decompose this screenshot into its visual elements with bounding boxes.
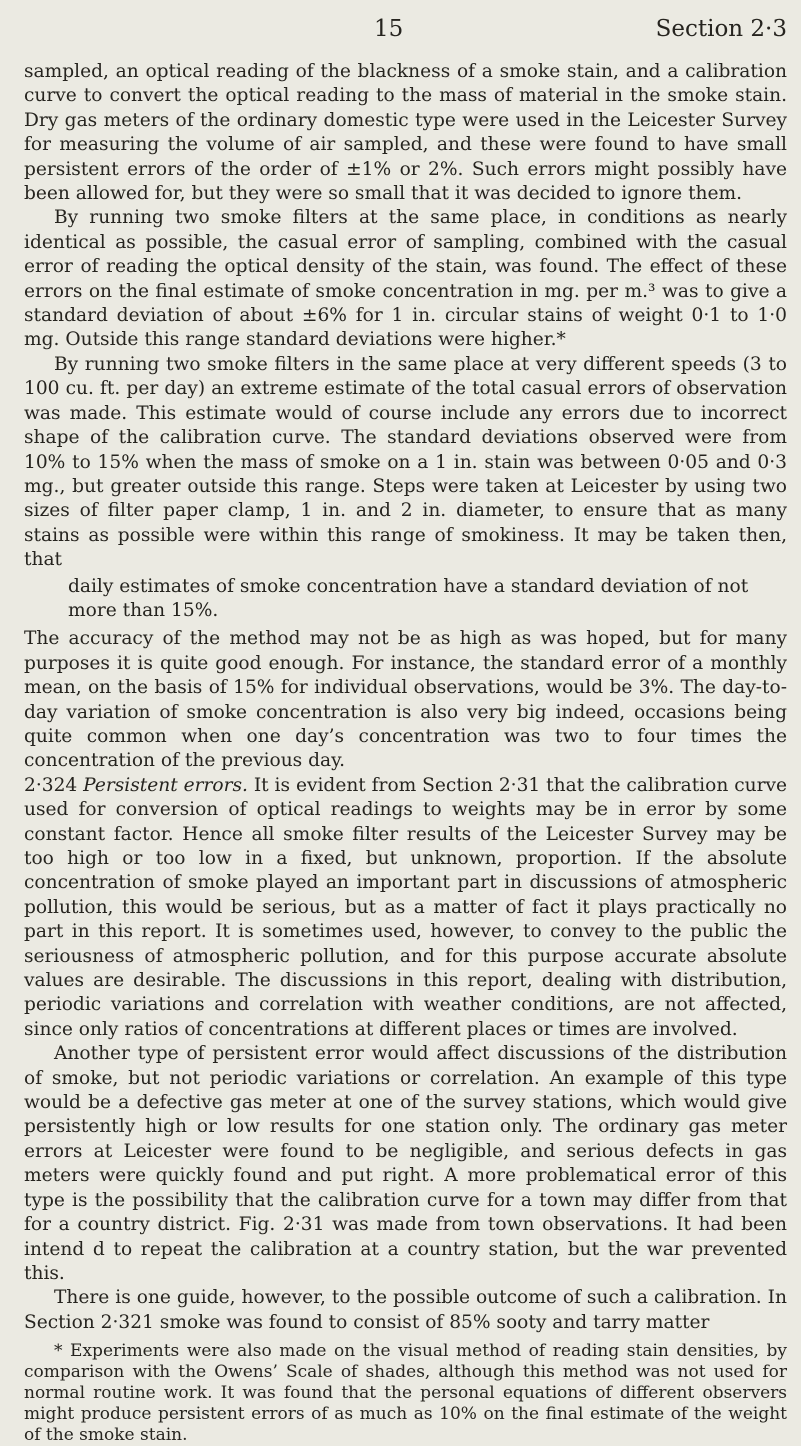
page-number: 15 [374,16,404,42]
subsection-title: Persistent errors. [83,774,248,796]
indented-statement: daily estimates of smoke concentration have a standard deviation of not more than 15%. [68,575,749,621]
footnote: * Experiments were also made on the visual method of reading stain densities, by comparison with the Owens’ Scale of shades, although this method was not used for normal routine work. It was found that the personal equations of different observers might produce persistent errors of as much as 10% on the final estimate of the weight of the smoke stain. [24,1341,787,1446]
paragraph-6: Another type of persistent error would affect discussions of the distribution of smoke, but not periodic variations or correlation. An example of this type would be a defective gas meter at one of the survey stations, which would give persistently high or low results for one station only. The ordinary gas meter errors at Leicester were found to be negligible, and serious defects in gas meters were quickly found and put right. A more problematical error of this type is the possibility that the calibration curve for a town may differ from that for a country district. Fig. 2·31 was made from town observations. It had been intend d to repeat the calibration at a country station, but the war prevented this. [24,1043,787,1284]
paragraph-4: The accuracy of the method may not be as high as was hoped, but for many purposes it is quite good enough. For instance, the standard error of a monthly mean, on the basis of 15% for individual observations, would be 3%. The day-to-day variation of smoke concentration is also very big indeed, occasions being quite common when one day’s concentration was two to four times the concentration of the previous day. [24,628,787,772]
paragraph-7: There is one guide, however, to the possible outcome of such a calibration. In Section 2·321 smoke was found to consist of 85% sooty and tarry matter [24,1287,787,1333]
paragraph-5 [24,774,787,1042]
section-label: Section 2·3 [655,16,787,42]
subsection-number: 2·324 [24,774,78,796]
paragraph-1: sampled, an optical reading of the blackness of a smoke stain, and a calibration curve to convert the optical reading to the mass of material in the smoke stain. Dry gas meters of the ordinary domestic type were used in the Leicester Survey for measuring the volume of air sampled, and these were found to have small persistent errors of the order of ±1% or 2%. Such errors might possibly have been allowed for, but they were so small that it was decided to ignore them. [24,61,787,205]
paragraph-2: By running two smoke filters at the same place, in conditions as nearly identical as possible, the casual error of sampling, combined with the casual error of reading the optical density of the stain, was found. The effect of these errors on the final estimate of smoke concentration in mg. per m.³ was to give a standard deviation of about ±6% for 1 in. circular stains of weight 0·1 to 1·0 mg. Outside this range standard deviations were higher.* [24,207,787,351]
paragraph-3: By running two smoke filters in the same place at very different speeds (3 to 100 cu. ft. per day) an extreme estimate of the total casual errors of observation was made. This estimate would of course include any errors due to incorrect shape of the calibration curve. The standard deviations observed were from 10% to 15% when the mass of smoke on a 1 in. stain was between 0·05 and 0·3 mg., but greater outside this range. Steps were taken at Leicester by using two sizes of filter paper clamp, 1 in. and 2 in. diameter, to ensure that as many stains as possible were within this range of smokiness. It may be taken then, that [24,353,787,571]
page-header [24,16,787,60]
paragraph-5-text: It is evident from Section 2·31 that the calibration curve used for conversion of optical readings to weights may be in error by some constant factor. Hence all smoke filter results of the Leicester Survey may be too high or too low in a fixed, but unknown, proportion. If the absolute concentration of smoke played an important part in discussions of atmospheric pollution, this would be serious, but as a matter of fact it plays practically no part in this report. It is sometimes used, however, to convey to the public the seriousness of atmospheric pollution, and for this purpose accurate absolute values are desirable. The discussions in this report, dealing with distribution, periodic variations and correlation with weather conditions, are not affected, since only ratios of concentrations at different places or times are involved. [24,774,787,1040]
body-text [24,60,787,1446]
